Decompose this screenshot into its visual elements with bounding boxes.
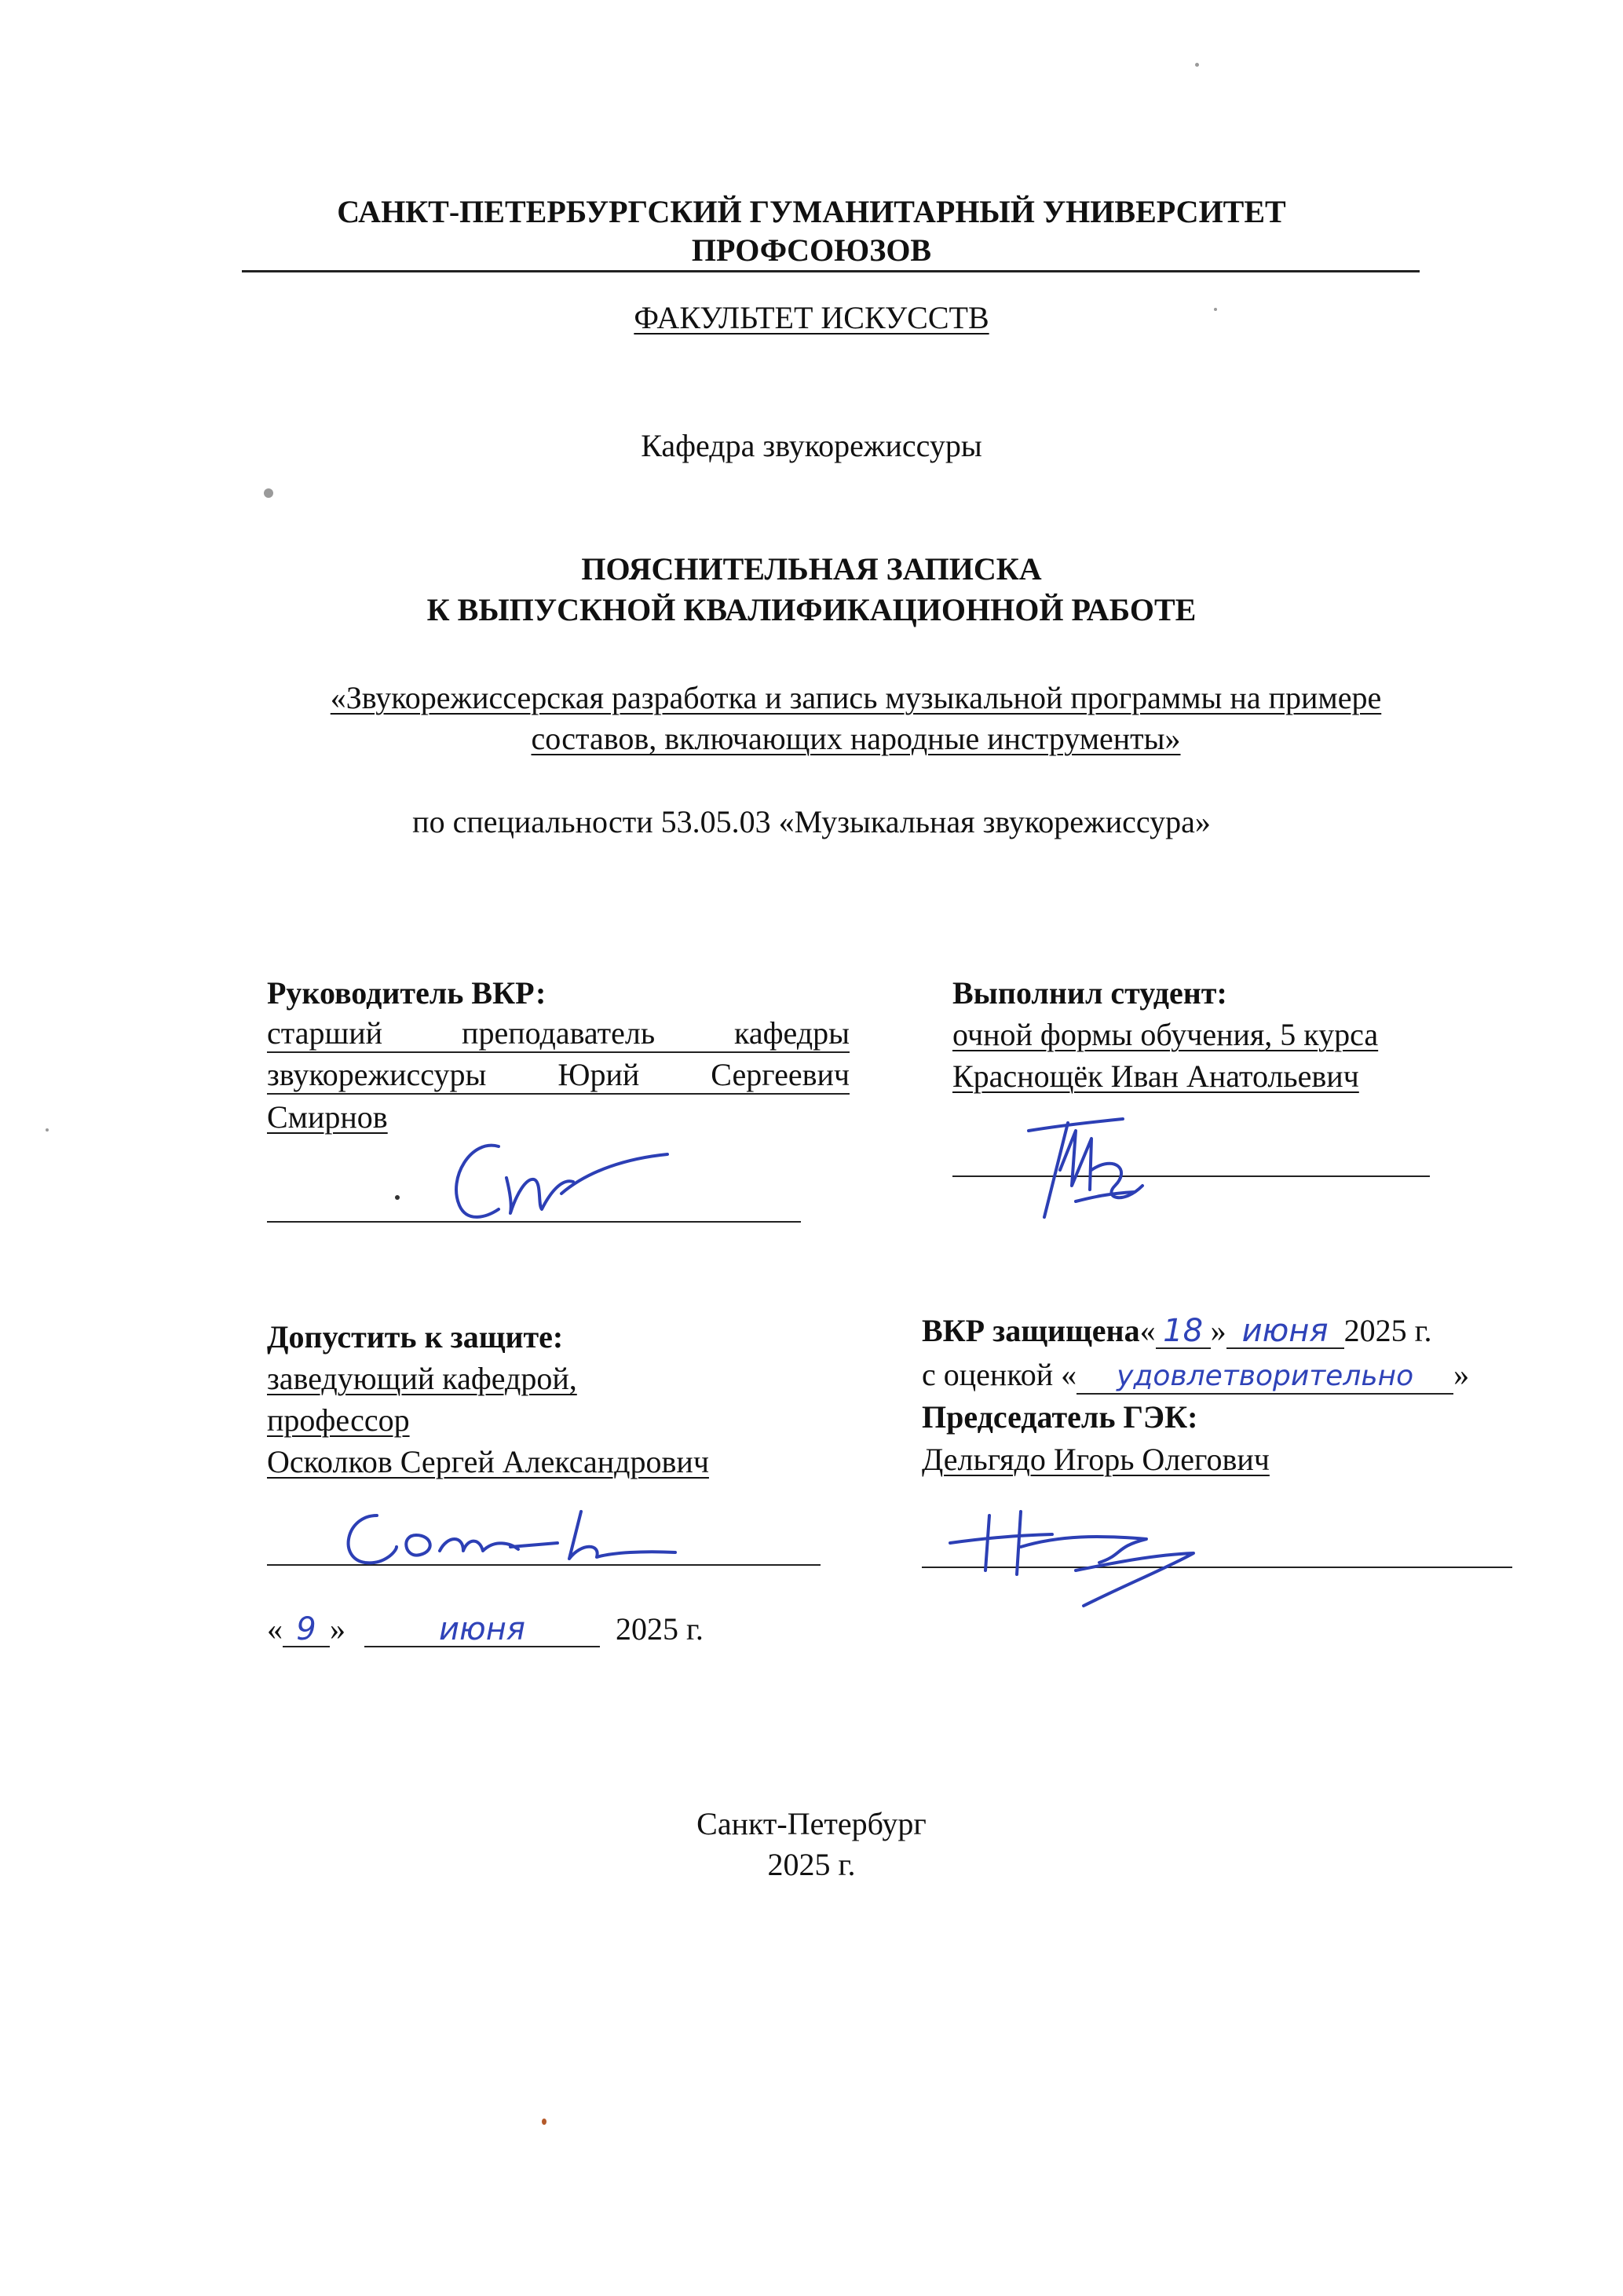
gek-chair-name-text: Дельгядо Игорь Олегович — [922, 1442, 1270, 1477]
header-divider — [242, 270, 1420, 272]
supervisor-surname — [267, 1098, 388, 1137]
grade-suffix: » — [1453, 1357, 1470, 1392]
student-signature — [997, 1099, 1154, 1225]
document-title-line2: К ВЫПУСКНОЙ КВАЛИФИКАЦИОННОЙ РАБОТЕ — [426, 592, 1197, 627]
scan-speck — [1214, 308, 1217, 311]
date-quote: « — [1139, 1313, 1156, 1348]
supervisor-position-line2 — [267, 1057, 850, 1095]
student-name — [952, 1057, 1359, 1096]
student-heading: Выполнил студент: — [952, 975, 1227, 1011]
gek-chair-heading: Председатель ГЭК: — [922, 1399, 1198, 1435]
scan-speck — [542, 2119, 546, 2125]
defense-heading: ВКР защищена — [922, 1313, 1140, 1348]
supervisor-word: Сергеевич — [711, 1057, 850, 1092]
gek-chair-name — [922, 1440, 1270, 1479]
student-name-text: Краснощёк Иван Анатольевич — [952, 1058, 1359, 1094]
supervisor-word: Юрий — [557, 1057, 640, 1092]
admission-signature — [330, 1504, 691, 1574]
specialty-line: по специальности 53.05.03 «Музыкальная звукорежиссура» — [412, 804, 1211, 839]
scan-speck — [1195, 63, 1199, 67]
university-name-line1: САНКТ-ПЕТЕРБУРГСКИЙ ГУМАНИТАРНЫЙ УНИВЕРСИТЕТ — [337, 194, 1286, 229]
admission-date-year: 2025 г. — [616, 1611, 704, 1647]
thesis-topic-line1 — [204, 678, 1508, 718]
defense-date-day: 18 — [1163, 1313, 1204, 1349]
defense-grade-line — [922, 1355, 1534, 1395]
supervisor-heading: Руководитель ВКР: — [267, 975, 546, 1011]
student-study-form — [952, 1015, 1378, 1055]
footer-city: Санкт-Петербург — [696, 1806, 927, 1841]
admission-title-text: профессор — [267, 1402, 410, 1438]
admission-date-month: июня — [439, 1611, 525, 1647]
supervisor-word: кафедры — [734, 1015, 850, 1051]
defense-line — [922, 1311, 1519, 1351]
grade-prefix: с оценкой « — [922, 1357, 1077, 1392]
admission-position-text: заведующий кафедрой, — [267, 1361, 577, 1396]
supervisor-surname-text: Смирнов — [267, 1099, 388, 1135]
admission-heading: Допустить к защите: — [267, 1319, 564, 1355]
defense-date-year: 2025 г. — [1343, 1313, 1432, 1348]
gek-chair-signature — [942, 1500, 1272, 1618]
date-quote: « — [267, 1611, 283, 1647]
thesis-topic-text2: составов, включающих народные инструменты» — [531, 721, 1181, 756]
scan-speck — [264, 488, 273, 498]
defense-grade-value: удовлетворительно — [1117, 1360, 1414, 1392]
supervisor-position-line1 — [267, 1015, 850, 1053]
defense-date-month: июня — [1241, 1313, 1329, 1349]
faculty-label: ФАКУЛЬТЕТ ИСКУССТВ — [634, 300, 989, 335]
supervisor-word: старший — [267, 1015, 383, 1051]
scan-speck — [46, 1128, 49, 1132]
footer-year: 2025 г. — [767, 1847, 856, 1882]
admission-date — [267, 1610, 738, 1649]
supervisor-word: преподаватель — [462, 1015, 656, 1051]
thesis-topic-text1: «Звукорежиссерская разработка и запись музыкальной программы на примере — [330, 680, 1382, 715]
supervisor-signature — [424, 1131, 691, 1233]
supervisor-word: звукорежиссуры — [267, 1057, 487, 1092]
admission-title — [267, 1401, 410, 1440]
date-quote: » — [330, 1611, 345, 1647]
date-quote: » — [1210, 1313, 1226, 1348]
university-name-line2: ПРОФСОЮЗОВ — [691, 232, 932, 268]
student-study-form-text: очной формы обучения, 5 курса — [952, 1017, 1379, 1052]
faculty-title — [0, 298, 1623, 338]
admission-name-text: Осколков Сергей Александрович — [267, 1444, 709, 1479]
department-title: Кафедра звукорежиссуры — [641, 428, 982, 463]
scan-speck — [395, 1195, 400, 1200]
document-title-line1: ПОЯСНИТЕЛЬНАЯ ЗАПИСКА — [581, 551, 1042, 587]
admission-position — [267, 1359, 577, 1398]
thesis-topic-line2 — [204, 719, 1508, 759]
admission-date-day: 9 — [296, 1611, 316, 1647]
admission-name — [267, 1442, 709, 1482]
